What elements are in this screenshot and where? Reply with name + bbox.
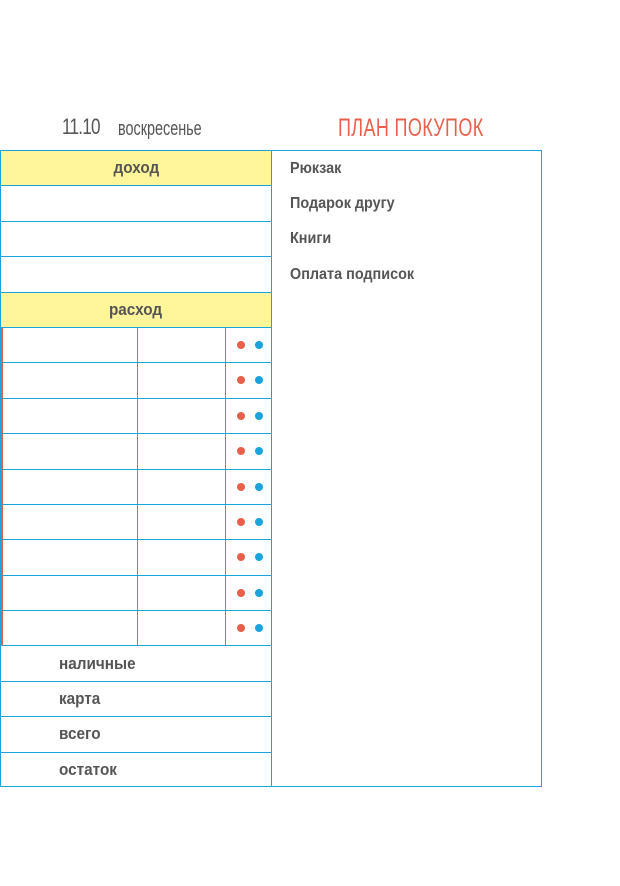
expense-row[interactable]	[1, 505, 271, 540]
income-row[interactable]	[1, 257, 271, 292]
income-row[interactable]	[1, 186, 271, 221]
red-dot-marker[interactable]	[237, 483, 245, 491]
expense-row[interactable]	[1, 434, 271, 469]
summary-total-label: всего	[59, 724, 101, 744]
date-header	[62, 114, 202, 144]
expense-row[interactable]	[1, 328, 271, 363]
weekday: воскресенье	[118, 118, 202, 140]
expense-divider	[137, 611, 138, 645]
shopping-item-label: Оплата подписок	[290, 265, 415, 283]
summary-balance[interactable]	[1, 753, 271, 788]
expense-divider	[225, 434, 226, 468]
blue-dot-marker[interactable]	[255, 624, 263, 632]
summary-total[interactable]	[1, 717, 271, 752]
expense-divider	[225, 470, 226, 504]
summary-card[interactable]	[1, 682, 271, 717]
summary-card-label: карта	[59, 689, 101, 709]
shopping-list-item[interactable]	[290, 186, 428, 221]
expense-divider	[137, 470, 138, 504]
expense-divider	[137, 505, 138, 539]
expense-row[interactable]	[1, 576, 271, 611]
blue-dot-marker[interactable]	[255, 447, 263, 455]
expense-label: расход	[109, 299, 163, 319]
expense-divider	[137, 576, 138, 610]
shopping-list	[290, 151, 428, 293]
summary-cash[interactable]	[1, 646, 271, 681]
budget-column	[1, 151, 272, 786]
expense-divider	[225, 576, 226, 610]
blue-dot-marker[interactable]	[255, 412, 263, 420]
blue-dot-marker[interactable]	[255, 589, 263, 597]
shopping-plan-title: ПЛАН ПОКУПОК	[338, 114, 484, 142]
shopping-item-label: Рюкзак	[290, 159, 342, 177]
blue-dot-marker[interactable]	[255, 376, 263, 384]
expense-divider	[225, 328, 226, 362]
shopping-item-label: Подарок другу	[290, 195, 395, 213]
expense-divider	[137, 540, 138, 574]
expense-divider	[137, 399, 138, 433]
red-dot-marker[interactable]	[237, 518, 245, 526]
expense-divider	[137, 328, 138, 362]
expense-divider	[225, 505, 226, 539]
red-dot-marker[interactable]	[237, 553, 245, 561]
expense-row[interactable]	[1, 540, 271, 575]
red-dot-marker[interactable]	[237, 589, 245, 597]
expense-divider	[225, 611, 226, 645]
expense-row[interactable]	[1, 470, 271, 505]
shopping-list-item[interactable]	[290, 257, 428, 292]
expense-divider	[225, 540, 226, 574]
shopping-list-item[interactable]	[290, 222, 428, 257]
blue-dot-marker[interactable]	[255, 553, 263, 561]
income-row[interactable]	[1, 222, 271, 257]
date: 11.10	[62, 114, 100, 139]
expense-header	[1, 293, 271, 328]
blue-dot-marker[interactable]	[255, 341, 263, 349]
income-label: доход	[113, 158, 159, 178]
expense-divider	[137, 363, 138, 397]
red-dot-marker[interactable]	[237, 376, 245, 384]
red-dot-marker[interactable]	[237, 447, 245, 455]
shopping-item-label: Книги	[290, 230, 332, 248]
red-dot-marker[interactable]	[237, 341, 245, 349]
shopping-list-item[interactable]	[290, 151, 428, 186]
red-dot-marker[interactable]	[237, 412, 245, 420]
expense-divider	[225, 363, 226, 397]
expense-row[interactable]	[1, 611, 271, 646]
expense-row[interactable]	[1, 399, 271, 434]
expense-divider	[137, 434, 138, 468]
expense-divider	[225, 399, 226, 433]
income-header	[1, 151, 271, 186]
planner-frame	[0, 150, 542, 787]
expense-row[interactable]	[1, 363, 271, 398]
blue-dot-marker[interactable]	[255, 518, 263, 526]
red-dot-marker[interactable]	[237, 624, 245, 632]
summary-balance-label: остаток	[59, 760, 117, 780]
summary-cash-label: наличные	[59, 653, 136, 673]
blue-dot-marker[interactable]	[255, 483, 263, 491]
